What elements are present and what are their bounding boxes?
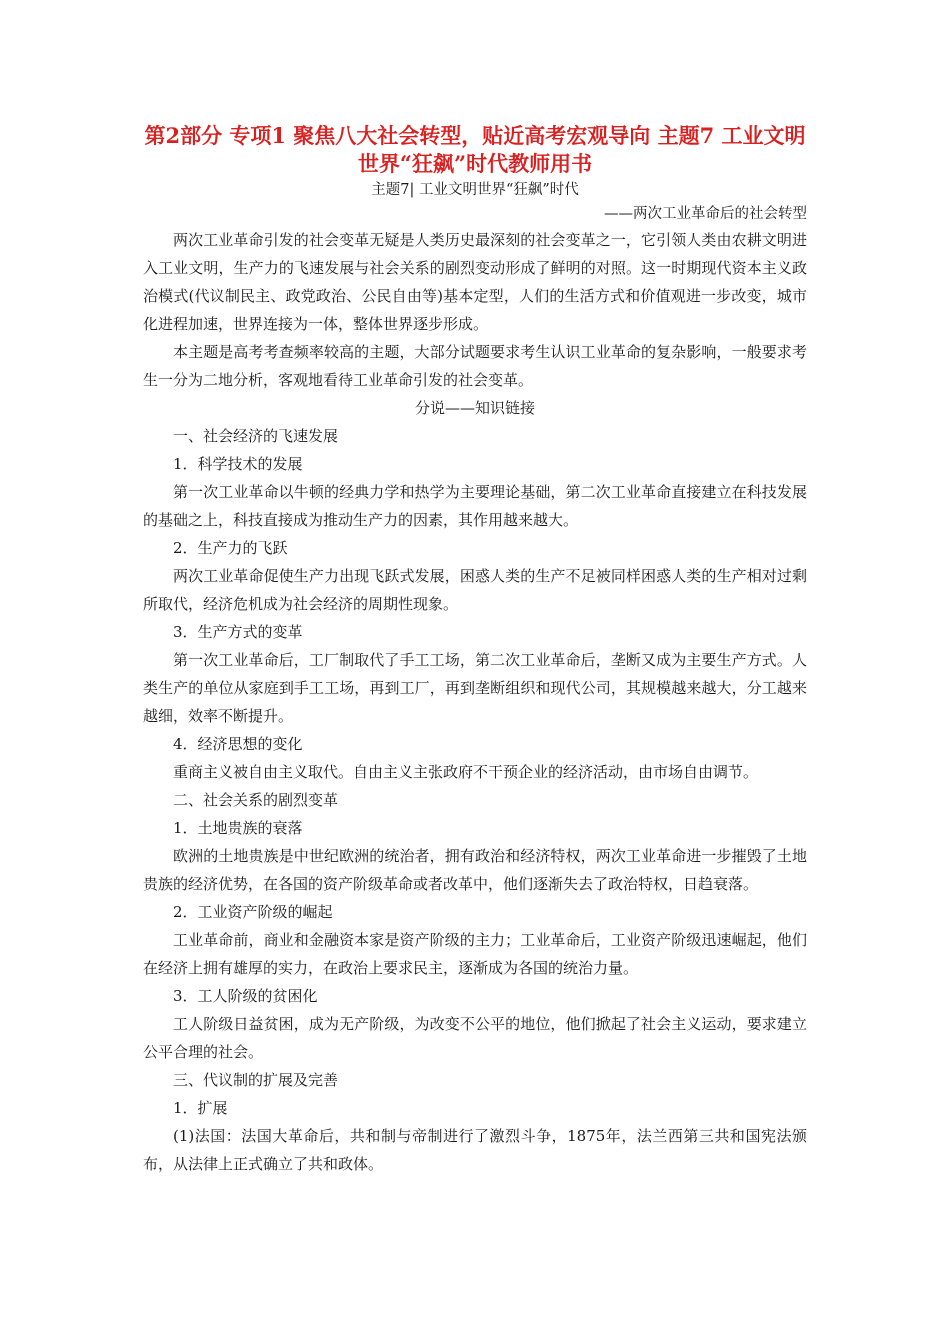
item-heading: 4．经济思想的变化 [173, 735, 303, 753]
topic-subtitle: 主题7| 工业文明世界“狂飙”时代 [371, 182, 579, 198]
document-title: 第2部分 专项1 聚焦八大社会转型，贴近高考宏观导向 主题7 工业文明世界“狂飙”时代教师用书 [144, 123, 806, 176]
item-heading: 1．扩展 [173, 1099, 228, 1117]
item-text: 欧洲的土地贵族是中世纪欧洲的统治者，拥有政治和经济特权，两次工业革命进一步摧毁了土地贵族的经济优势，在各国的资产阶级革命或者改革中，他们逐渐失去了政治特权，日趋衰落。 [143, 847, 807, 893]
item-text: 第一次工业革命以牛顿的经典力学和热学为主要理论基础，第二次工业革命直接建立在科技发展的基础之上，科技直接成为推动生产力的因素，其作用越来越大。 [143, 483, 807, 529]
item-text: 第一次工业革命后，工厂制取代了手工工场，第二次工业革命后，垄断又成为主要生产方式。人类生产的单位从家庭到手工工场，再到工厂，再到垄断组织和现代公司，其规模越来越大，分工越来越细，效率不断提升。 [143, 651, 807, 725]
item-heading: 1．科学技术的发展 [173, 455, 303, 473]
item-heading: 2．工业资产阶级的崛起 [173, 903, 333, 921]
section-heading: 三、代议制的扩展及完善 [173, 1071, 339, 1089]
item-heading: 1．土地贵族的衰落 [173, 819, 303, 837]
item-heading: 3．工人阶级的贫困化 [173, 987, 318, 1005]
item-heading: 3．生产方式的变革 [173, 623, 303, 641]
document-page [143, 122, 807, 1178]
item-text: 工业革命前，商业和金融资本家是资产阶级的主力；工业革命后，工业资产阶级迅速崛起，他们在经济上拥有雄厚的实力，在政治上要求民主，逐渐成为各国的统治力量。 [143, 931, 807, 977]
section-label: 分说——知识链接 [414, 399, 535, 417]
item-text: 重商主义被自由主义取代。自由主义主张政府不干预企业的经济活动，由市场自由调节。 [173, 763, 759, 781]
section-heading: 一、社会经济的飞速发展 [173, 427, 339, 445]
item-text: 两次工业革命促使生产力出现飞跃式发展，困惑人类的生产不足被同样困惑人类的生产相对过剩所取代，经济危机成为社会经济的周期性现象。 [143, 567, 807, 613]
section-heading: 二、社会关系的剧烈变革 [173, 791, 339, 809]
item-text: 工人阶级日益贫困，成为无产阶级，为改变不公平的地位，他们掀起了社会主义运动，要求建立公平合理的社会。 [143, 1015, 807, 1061]
intro-paragraph: 两次工业革命引发的社会变革无疑是人类历史最深刻的社会变革之一，它引领人类由农耕文明进入工业文明，生产力的飞速发展与社会关系的剧烈变动形成了鲜明的对照。这一时期现代资本主义政治模式(代议制民主、政党政治、公民自由等)基本定型，人们的生活方式和价值观进一步改变，城市化进程加速，世界连接为一体，整体世界逐步形成。 [143, 231, 807, 333]
intro-paragraph: 本主题是高考考查频率较高的主题，大部分试题要求考生认识工业革命的复杂影响，一般要求考生一分为二地分析，客观地看待工业革命引发的社会变革。 [143, 343, 807, 389]
item-text: (1)法国：法国大革命后，共和制与帝制进行了激烈斗争，1875年，法兰西第三共和国宪法颁布，从法律上正式确立了共和政体。 [143, 1127, 807, 1173]
topic-subheading: ——两次工业革命后的社会转型 [604, 206, 807, 222]
item-heading: 2．生产力的飞跃 [173, 539, 288, 557]
